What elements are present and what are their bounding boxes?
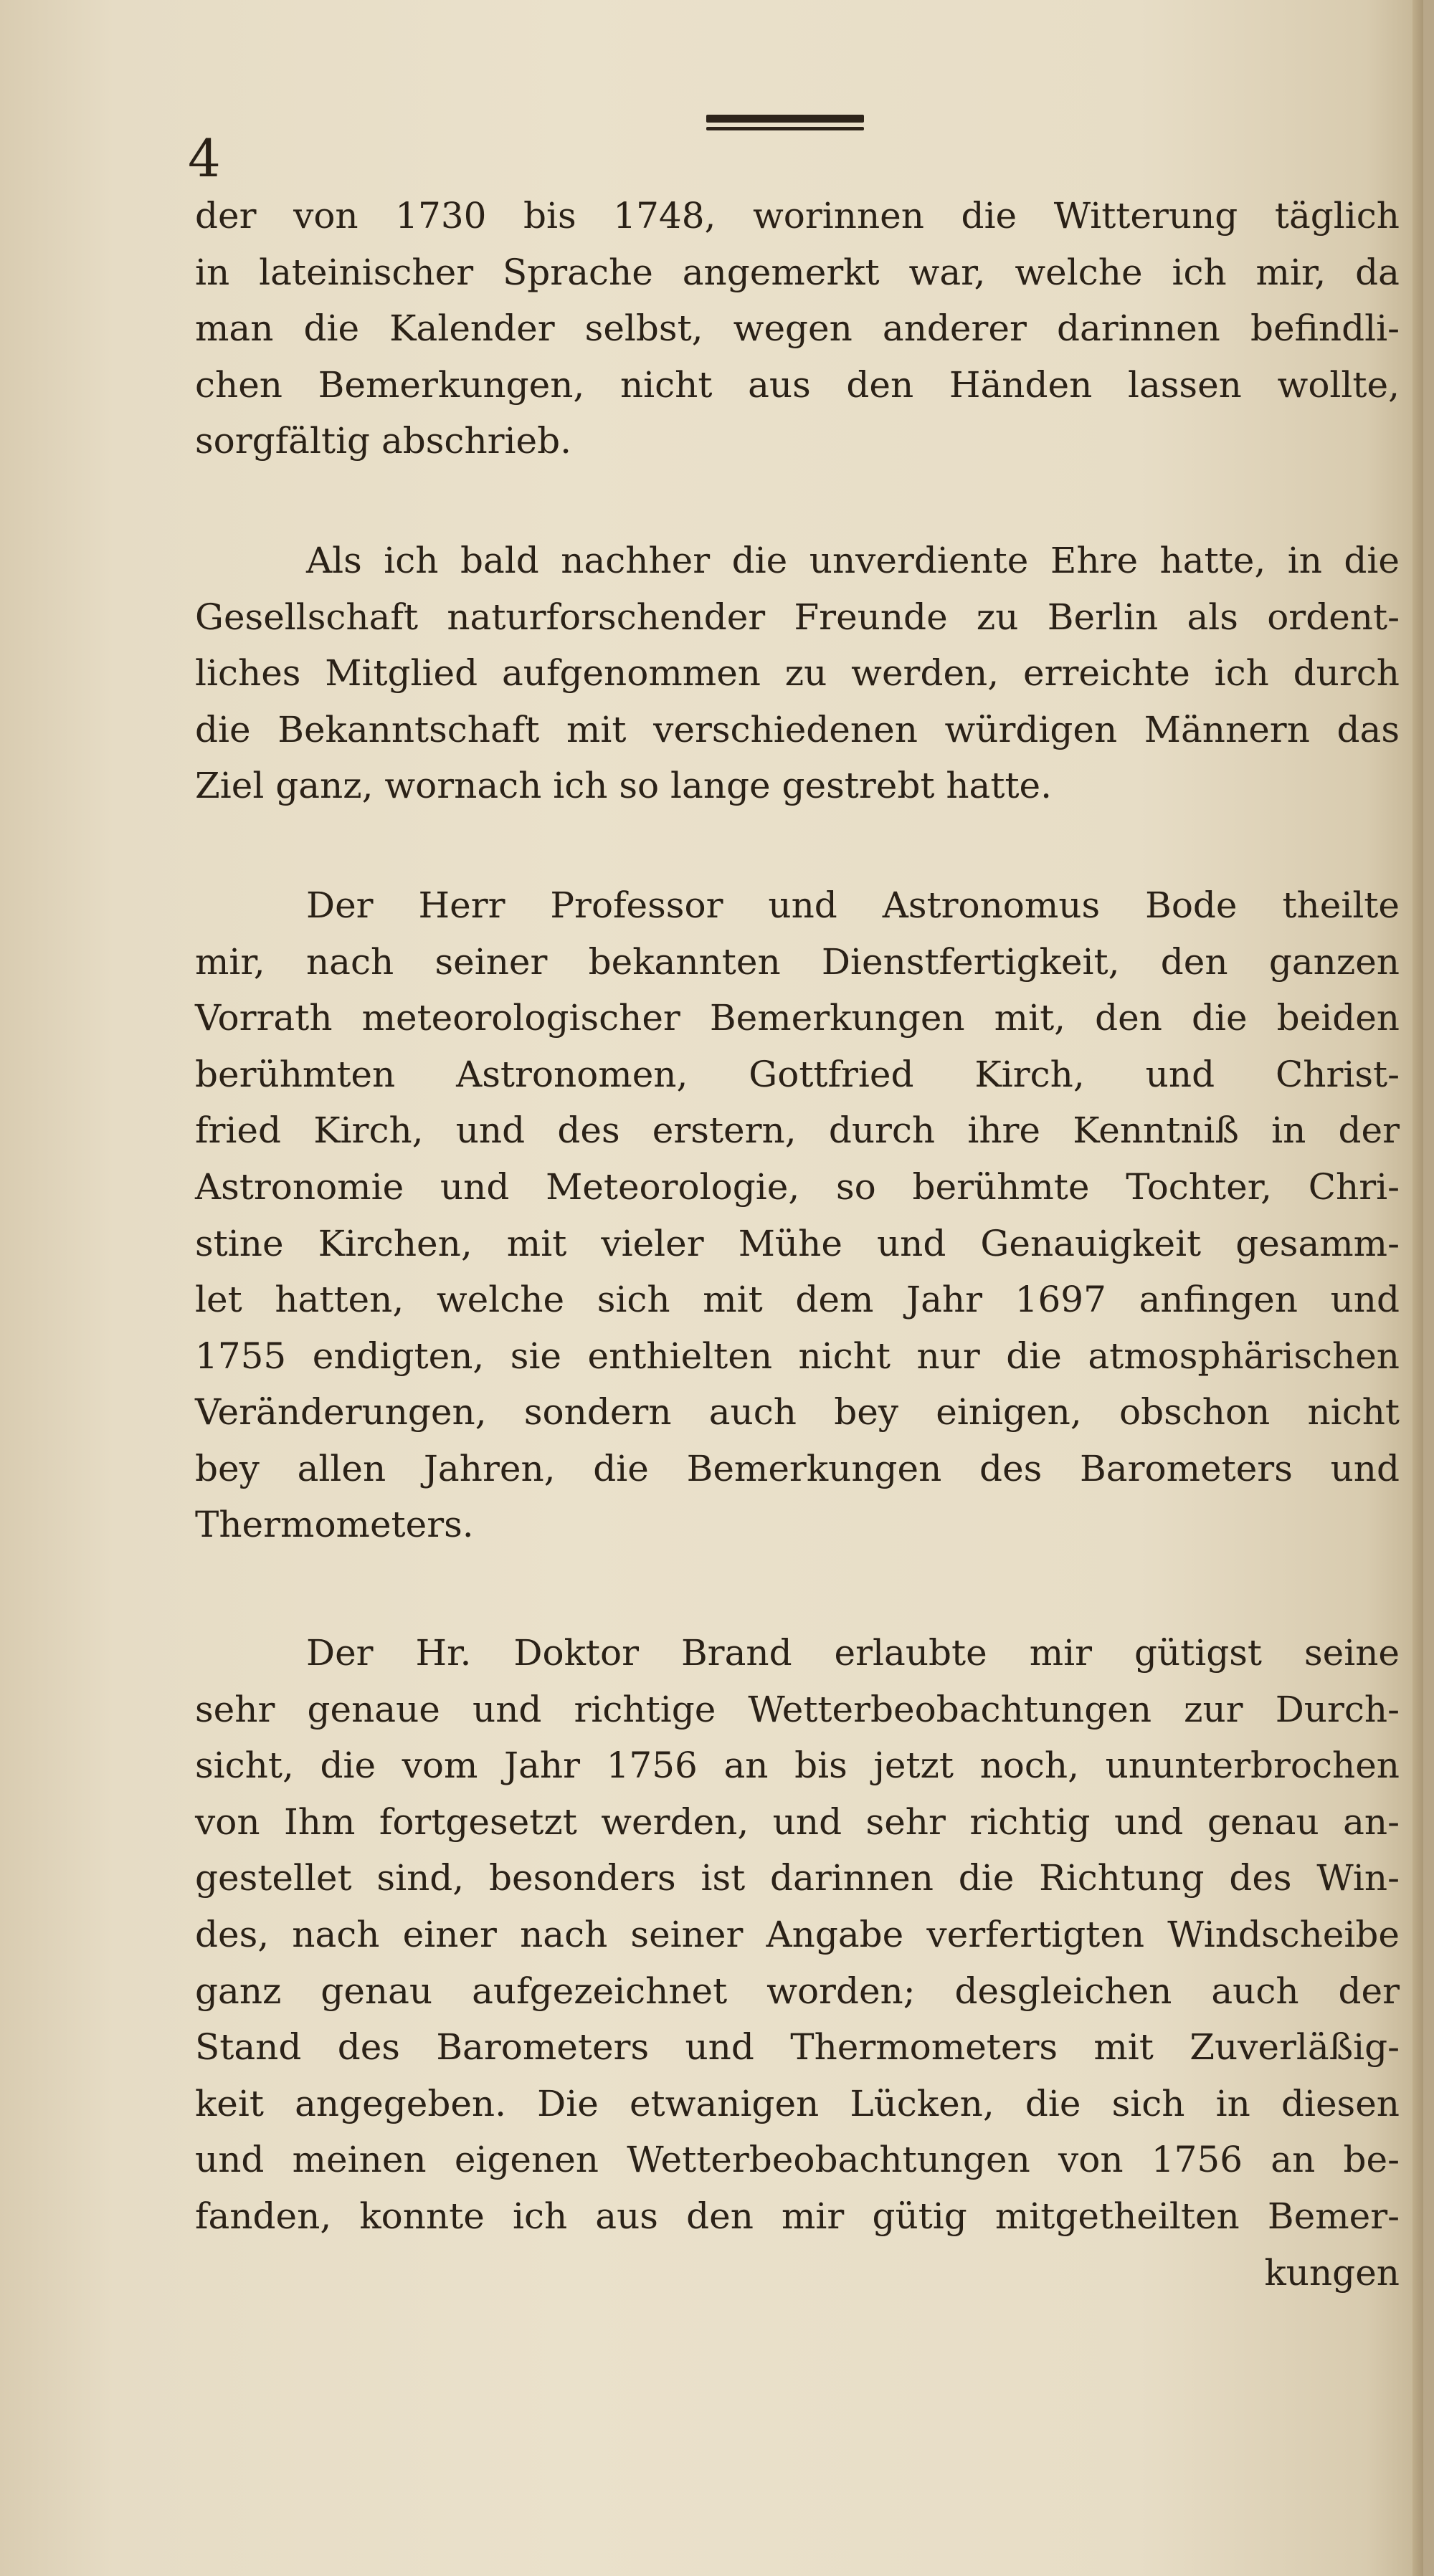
header-rule-thick — [706, 115, 864, 123]
text-line: mir, nach seiner bekannten Dienstfertigkeit, den ganzen — [195, 940, 1400, 983]
paragraph-4 — [195, 1625, 1400, 2245]
paragraph-1 — [195, 188, 1400, 469]
text-line: der von 1730 bis 1748, worinnen die Witterung täglich — [195, 195, 1400, 237]
text-line: sehr genaue und richtige Wetterbeobachtungen zur Durch- — [195, 1688, 1400, 1730]
text-line: die Bekanntschaft mit verschiedenen würdigen Männern das — [195, 708, 1400, 750]
paragraph-gap — [195, 814, 1400, 877]
page-number: 4 — [188, 128, 221, 189]
paragraph-2 — [195, 533, 1400, 814]
text-line: Thermometers. — [195, 1504, 474, 1546]
text-line: keit angegeben. Die etwanigen Lücken, die sich in diesen — [195, 2082, 1400, 2124]
text-line: let hatten, welche sich mit dem Jahr 1697 anfingen und — [195, 1279, 1400, 1321]
text-line: des, nach einer nach seiner Angabe verfertigten Windscheibe — [195, 1914, 1400, 1956]
text-line: fanden, konnte ich aus den mir gütig mitgetheilten Bemer- — [195, 2195, 1400, 2237]
page-edge — [1412, 0, 1423, 2576]
text-line: ganz genau aufgezeichnet worden; desgleichen auch der — [195, 1970, 1400, 2012]
text-line: sicht, die vom Jahr 1756 an bis jetzt noch, ununterbrochen — [195, 1745, 1400, 1787]
catchword: kungen — [1264, 2251, 1400, 2294]
paragraph-3 — [195, 877, 1400, 1553]
text-line: von Ihm fortgesetzt werden, und sehr richtig und genau an- — [195, 1800, 1400, 1843]
text-line: chen Bemerkungen, nicht aus den Händen lassen wollte, — [195, 363, 1400, 406]
header-rule-thin — [706, 127, 864, 130]
text-line: berühmten Astronomen, Gottfried Kirch, und Christ- — [195, 1053, 1400, 1095]
text-line: Astronomie und Meteorologie, so berühmte Tochter, Chri- — [195, 1165, 1400, 1208]
text-line: in lateinischer Sprache angemerkt war, welche ich mir, da — [195, 251, 1400, 293]
text-line: Der Hr. Doktor Brand erlaubte mir gütigst seine — [306, 1632, 1400, 1674]
paragraph-gap — [195, 1553, 1400, 1625]
text-line: 1755 endigten, sie enthielten nicht nur die atmosphärischen — [195, 1335, 1400, 1377]
text-line: man die Kalender selbst, wegen anderer darinnen befindli- — [195, 307, 1400, 350]
text-line: gestellet sind, besonders ist darinnen die Richtung des Win- — [195, 1857, 1400, 1899]
paragraph-gap — [195, 469, 1400, 533]
text-line: stine Kirchen, mit vieler Mühe und Genauigkeit gesamm- — [195, 1222, 1400, 1264]
text-line: Als ich bald nachher die unverdiente Ehre hatte, in die — [306, 539, 1400, 581]
text-line: Ziel ganz, wornach ich so lange gestrebt hatte. — [195, 765, 1053, 807]
header-rule — [706, 115, 864, 133]
text-line: Veränderungen, sondern auch bey einigen, obschon nicht — [195, 1391, 1400, 1434]
text-line: sorgfältig abschrieb. — [195, 420, 572, 462]
text-line: liches Mitglied aufgenommen zu werden, erreichte ich durch — [195, 652, 1400, 695]
text-line: Der Herr Professor und Astronomus Bode theilte — [306, 884, 1400, 926]
text-line: fried Kirch, und des erstern, durch ihre Kenntniß in der — [195, 1110, 1400, 1152]
text-line: und meinen eigenen Wetterbeobachtungen von 1756 an be- — [195, 2139, 1400, 2181]
text-line: Stand des Barometers und Thermometers mit Zuverläßig- — [195, 2026, 1400, 2069]
text-line: bey allen Jahren, die Bemerkungen des Barometers und — [195, 1447, 1400, 1489]
text-line: Gesellschaft naturforschender Freunde zu Berlin als ordent- — [195, 596, 1400, 638]
text-line: Vorrath meteorologischer Bemerkungen mit, den die beiden — [195, 997, 1400, 1039]
body-text — [195, 188, 1400, 2301]
